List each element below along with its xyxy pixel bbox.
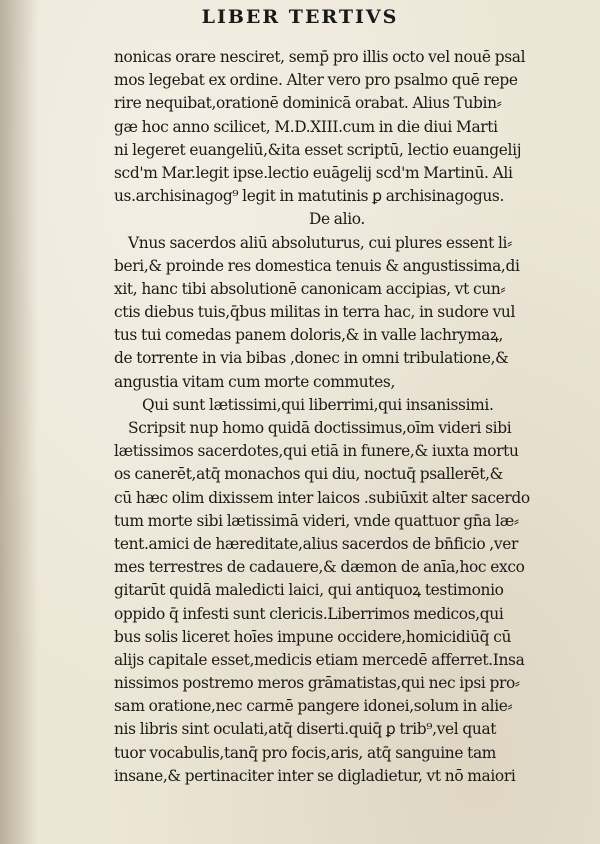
text-line: rire nequibat,orationē dominicā orabat. Alius Tubin⸗ — [114, 94, 502, 113]
text-line: alijs capitale esset,medicis etiam mercedē afferret.Insa — [114, 650, 525, 669]
text-line: ctis diebus tuis,q̄bus militas in terra hac, in sudore vul — [114, 303, 516, 322]
text-line: gitarūt quidā maledicti laici, qui antiquoꝝ testimonio — [114, 581, 504, 600]
text-line: beri,& proinde res domestica tenuis & angustissima,di — [114, 256, 520, 275]
text-line: tuor vocabulis,tanq̄ pro focis,aris, atq̄ sanguine tam — [114, 743, 497, 762]
text-line: tum morte sibi lætissimā videri, vnde quattuor gn̄a læ⸗ — [114, 511, 519, 530]
text-line: gæ hoc anno scilicet, M.D.XIII.cum in die diui Marti — [114, 117, 498, 136]
text-line: nonicas orare nesciret, semp̄ pro illis octo vel nouē psal — [114, 48, 526, 66]
text-line: oppido q̄ infesti sunt clericis.Liberrimos medicos,qui — [114, 604, 504, 623]
text-line: xit, hanc tibi absolutionē canonicam accipias, vt cun⸗ — [114, 279, 506, 298]
text-line: insane,& pertinaciter inter se digladietur, vt nō maiori — [114, 766, 516, 785]
text-line: bus solis liceret hoīes impune occidere,homicidiūq̄ cū — [114, 627, 512, 646]
running-head: LIBER TERTIVS — [201, 6, 399, 28]
text-line: angustia vitam cum morte commutes, — [114, 372, 395, 391]
text-line: mos legebat ex ordine. Alter vero pro psalmo quē repe — [114, 71, 518, 90]
text-line: cū hæc olim dixissem inter laicos .subiūxit alter sacerdo — [114, 488, 530, 507]
text-line: tent.amici de hæreditate,alius sacerdos de bn̄ficio ,ver — [114, 534, 518, 553]
text-line: sam oratione,nec carmē pangere idonei,solum in alie⸗ — [114, 697, 513, 716]
section-heading: Qui sunt lætissimi,qui liberrimi,qui insanissimi. — [142, 395, 494, 414]
text-line: us.archisinagog⁹ legit in matutinis ꝑ archisinagogus. — [114, 187, 505, 206]
text-line: os canerēt,atq̄ monachos qui diu, noctuq̄ psallerēt,& — [114, 465, 504, 484]
text-line: mes terrestres de cadauere,& dæmon de anīa,hoc exco — [114, 558, 525, 577]
text-line: ni legeret euangeliū,&ita esset scriptū, lectio euangelij — [114, 140, 522, 159]
gutter-shadow — [0, 0, 38, 844]
text-block — [114, 46, 560, 788]
text-line: Scripsit nup homo quidā doctissimus,oīm videri sibi — [128, 419, 512, 437]
text-line: nis libris sint oculati,atq̄ diserti.quiq̄ ꝑ trib⁹,vel quat — [114, 720, 497, 739]
text-line: lætissimos sacerdotes,qui etiā in funere,& iuxta mortu — [114, 442, 519, 461]
text-line: nissimos postremo meros grāmatistas,qui nec ipsi pro⸗ — [114, 674, 520, 693]
text-line: Vnus sacerdos aliū absoluturus, cui plures essent li⸗ — [128, 233, 512, 252]
text-line: tus tui comedas panem doloris,& in valle lachrymaꝝ, — [114, 326, 504, 345]
section-heading: De alio. — [309, 210, 365, 229]
text-line: de torrente in via bibas ,donec in omni tribulatione,& — [114, 349, 509, 368]
text-line: scd'm Mar.legit ipse.lectio euāgelij scd'm Martinū. Ali — [114, 163, 513, 182]
